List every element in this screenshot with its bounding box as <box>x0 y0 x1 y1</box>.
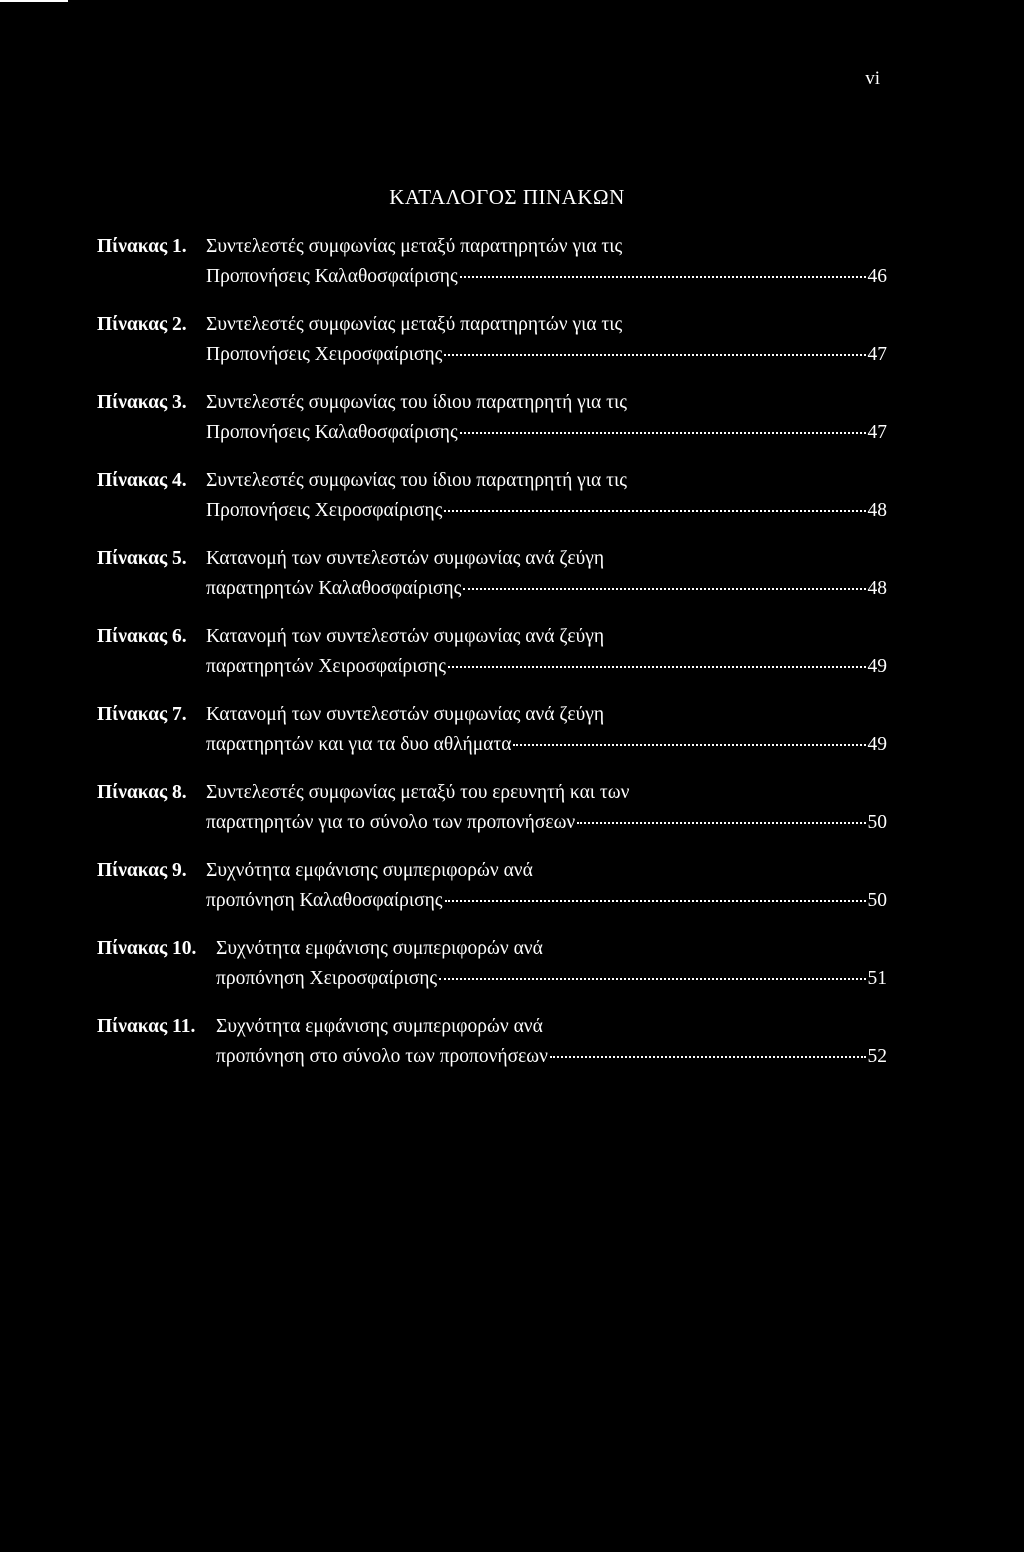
toc-title: Συντελεστές συμφωνίας του ίδιου παρατηρητή για τις <box>206 392 627 413</box>
toc-entry-line <box>97 388 887 418</box>
page-number: vi <box>865 68 880 89</box>
toc-entry-line <box>97 310 887 340</box>
toc-entry-line <box>97 1012 887 1042</box>
toc-entry-3[interactable] <box>97 388 887 466</box>
toc-entry-line <box>97 544 887 574</box>
toc-subtitle: Προπονήσεις Καλαθοσφαίρισης <box>206 422 458 443</box>
toc-entry-line <box>97 496 887 526</box>
toc-subtitle: παρατηρητών Καλαθοσφαίρισης <box>206 578 462 599</box>
toc-entry-4[interactable] <box>97 466 887 544</box>
toc-subtitle: Προπονήσεις Καλαθοσφαίρισης <box>206 266 458 287</box>
toc-page-number: 47 <box>867 422 887 443</box>
toc-subtitle: προπόνηση στο σύνολο των προπονήσεων <box>216 1046 548 1067</box>
toc-entry-line <box>97 418 887 448</box>
toc-title: Κατανομή των συντελεστών συμφωνίας ανά ζεύγη <box>206 548 605 569</box>
toc-entry-line <box>97 652 887 682</box>
toc-subtitle: παρατηρητών Χειροσφαίρισης <box>206 656 446 677</box>
toc-label: Πίνακας 8. <box>97 782 187 803</box>
toc-entry-2[interactable] <box>97 310 887 388</box>
toc-page-number: 52 <box>867 1046 887 1067</box>
toc-label: Πίνακας 4. <box>97 470 187 491</box>
toc-entry-6[interactable] <box>97 622 887 700</box>
toc-entry-5[interactable] <box>97 544 887 622</box>
toc-title: Συχνότητα εμφάνισης συμπεριφορών ανά <box>216 938 543 959</box>
dot-leader <box>444 350 865 356</box>
toc-label: Πίνακας 6. <box>97 626 187 647</box>
toc-label: Πίνακας 2. <box>97 314 187 335</box>
page-title-text: ΚΑΤΑΛΟΓΟΣ ΠΙΝΑΚΩΝ <box>389 185 625 209</box>
toc-entry-line <box>97 964 887 994</box>
page-title <box>0 185 1024 209</box>
toc-label: Πίνακας 3. <box>97 392 187 413</box>
toc-entry-line <box>97 730 887 760</box>
toc-entry-line <box>97 700 887 730</box>
dot-leader <box>444 506 865 512</box>
toc-page-number: 51 <box>867 968 887 989</box>
toc-label: Πίνακας 10. <box>97 938 197 959</box>
toc-subtitle: παρατηρητών για το σύνολο των προπονήσεων <box>206 812 576 833</box>
toc-title: Συχνότητα εμφάνισης συμπεριφορών ανά <box>216 1016 543 1037</box>
toc-entry-line <box>97 778 887 808</box>
toc-label: Πίνακας 7. <box>97 704 187 725</box>
toc-title: Συντελεστές συμφωνίας του ίδιου παρατηρητή για τις <box>206 470 627 491</box>
toc-label: Πίνακας 11. <box>97 1016 196 1037</box>
toc-page-number: 50 <box>867 890 887 911</box>
toc-page-number: 48 <box>867 500 887 521</box>
toc-title: Κατανομή των συντελεστών συμφωνίας ανά ζεύγη <box>206 704 605 725</box>
toc-subtitle: Προπονήσεις Χειροσφαίρισης <box>206 344 443 365</box>
toc-subtitle: προπόνηση Χειροσφαίρισης <box>216 968 438 989</box>
toc-title: Κατανομή των συντελεστών συμφωνίας ανά ζεύγη <box>206 626 605 647</box>
dot-leader <box>550 1052 866 1058</box>
toc-entry-line <box>97 340 887 370</box>
toc-entry-line <box>97 886 887 916</box>
toc-page-number: 46 <box>867 266 887 287</box>
toc-entry-line <box>97 466 887 496</box>
toc-title: Συντελεστές συμφωνίας μεταξύ του ερευνητή και των <box>206 782 630 803</box>
dot-leader <box>463 584 865 590</box>
table-of-contents <box>97 232 887 1090</box>
toc-page-number: 49 <box>867 656 887 677</box>
dot-leader <box>448 662 866 668</box>
toc-label: Πίνακας 5. <box>97 548 187 569</box>
toc-title: Συντελεστές συμφωνίας μεταξύ παρατηρητών για τις <box>206 314 623 335</box>
dot-leader <box>577 818 865 824</box>
toc-entry-1[interactable] <box>97 232 887 310</box>
toc-label: Πίνακας 9. <box>97 860 187 881</box>
dot-leader <box>445 896 866 902</box>
toc-entry-line <box>97 934 887 964</box>
toc-page-number: 49 <box>867 734 887 755</box>
toc-entry-line <box>97 574 887 604</box>
toc-page-number: 50 <box>867 812 887 833</box>
toc-entry-8[interactable] <box>97 778 887 856</box>
toc-label: Πίνακας 1. <box>97 236 187 257</box>
toc-entry-line <box>97 856 887 886</box>
toc-entry-line <box>97 622 887 652</box>
toc-entry-9[interactable] <box>97 856 887 934</box>
toc-subtitle: προπόνηση Καλαθοσφαίρισης <box>206 890 443 911</box>
toc-entry-10[interactable] <box>97 934 887 1012</box>
toc-title: Συντελεστές συμφωνίας μεταξύ παρατηρητών για τις <box>206 236 623 257</box>
toc-entry-line <box>97 808 887 838</box>
toc-subtitle: παρατηρητών και για τα δυο αθλήματα <box>206 734 512 755</box>
toc-entry-11[interactable] <box>97 1012 887 1090</box>
toc-page-number: 48 <box>867 578 887 599</box>
dot-leader <box>460 428 866 434</box>
toc-entry-7[interactable] <box>97 700 887 778</box>
toc-page-number: 47 <box>867 344 887 365</box>
toc-entry-line <box>97 232 887 262</box>
toc-entry-line <box>97 262 887 292</box>
toc-entry-line <box>97 1042 887 1072</box>
dot-leader <box>439 974 865 980</box>
top-rule <box>0 0 68 2</box>
toc-subtitle: Προπονήσεις Χειροσφαίρισης <box>206 500 443 521</box>
dot-leader <box>513 740 865 746</box>
toc-title: Συχνότητα εμφάνισης συμπεριφορών ανά <box>206 860 533 881</box>
dot-leader <box>460 272 866 278</box>
